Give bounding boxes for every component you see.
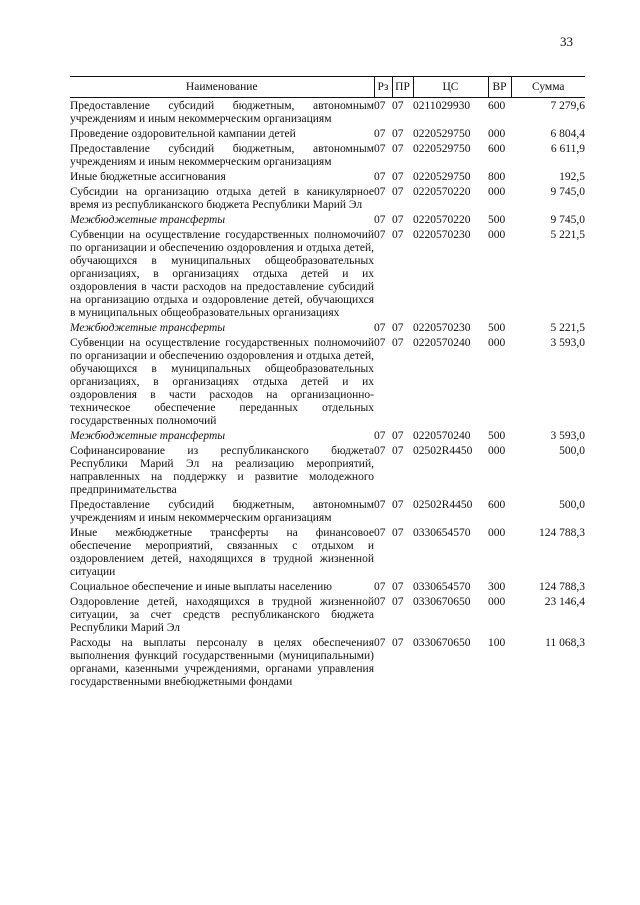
row-cs: 0330670650 (413, 596, 471, 608)
row-cs: 0220529750 (413, 128, 471, 140)
row-rz: 07 (374, 128, 386, 140)
row-name: Межбюджетные трансферты (70, 214, 226, 226)
row-vr: 000 (488, 186, 506, 198)
row-cs: 0330670650 (413, 637, 471, 649)
row-rz: 07 (374, 527, 386, 539)
row-name: Предоставление субсидий бюджетным, автономным учреждениям и иным некоммерческим организациям (70, 100, 374, 125)
row-name: Иные межбюджетные трансферты на финансовое обеспечение мероприятий, связанных с отдыхом и оздоровлением детей, находящихся в трудной жизненной ситуации (70, 527, 374, 578)
row-sum: 3 593,0 (550, 430, 585, 442)
row-rz: 07 (374, 596, 386, 608)
row-sum: 9 745,0 (550, 214, 585, 226)
row-sum: 7 279,6 (550, 100, 585, 112)
row-pr: 07 (392, 128, 404, 140)
row-rz: 07 (374, 214, 386, 226)
row-pr: 07 (392, 322, 404, 334)
row-pr: 07 (392, 581, 404, 593)
row-sum: 5 221,5 (550, 229, 585, 241)
row-vr: 600 (488, 499, 506, 511)
table-row (70, 525, 585, 579)
table-row (70, 594, 585, 635)
table-row (70, 141, 585, 169)
row-vr: 000 (488, 527, 506, 539)
row-cs: 0211029930 (413, 100, 471, 112)
row-cs: 0220570240 (413, 337, 471, 349)
row-name: Расходы на выплаты персоналу в целях обеспечения выполнения функций государственными (муниципальными) органами, казенными учреждениями, органами управления государственными внебюджетными фондами (70, 637, 374, 688)
header-pr: ПР (392, 77, 413, 98)
table-row (70, 98, 585, 127)
row-name: Проведение оздоровительной кампании детей (70, 128, 296, 140)
table-row (70, 443, 585, 497)
row-sum: 6 804,4 (550, 128, 585, 140)
row-vr: 000 (488, 128, 506, 140)
row-name: Оздоровление детей, находящихся в трудной жизненной ситуации, за счет средств республиканского бюджета Республики Марий Эл (70, 596, 374, 634)
row-sum: 124 788,3 (539, 527, 585, 539)
row-pr: 07 (392, 445, 404, 457)
row-sum: 9 745,0 (550, 186, 585, 198)
row-name: Предоставление субсидий бюджетным, автономным учреждениям и иным некоммерческим организациям (70, 499, 374, 524)
row-vr: 300 (488, 581, 506, 593)
budget-table (70, 76, 585, 689)
row-cs: 02502R4450 (413, 499, 473, 511)
row-name: Иные бюджетные ассигнования (70, 171, 226, 183)
row-sum: 3 593,0 (550, 337, 585, 349)
row-vr: 500 (488, 430, 506, 442)
table-body (70, 98, 585, 690)
table-row (70, 184, 585, 212)
row-vr: 600 (488, 143, 506, 155)
row-cs: 0220570240 (413, 430, 471, 442)
row-sum: 11 068,3 (545, 637, 585, 649)
row-name: Предоставление субсидий бюджетным, автономным учреждениям и иным некоммерческим организациям (70, 143, 374, 168)
row-sum: 192,5 (559, 171, 585, 183)
row-rz: 07 (374, 499, 386, 511)
table-row (70, 428, 585, 443)
row-vr: 000 (488, 337, 506, 349)
row-vr: 000 (488, 229, 506, 241)
row-cs: 0220529750 (413, 171, 471, 183)
row-rz: 07 (374, 322, 386, 334)
row-pr: 07 (392, 229, 404, 241)
row-name: Социальное обеспечение и иные выплаты населению (70, 581, 332, 593)
row-vr: 500 (488, 322, 506, 334)
row-vr: 600 (488, 100, 506, 112)
row-vr: 000 (488, 596, 506, 608)
table-row (70, 635, 585, 689)
row-name: Субвенции на осуществление государственных полномочий по организации и обеспечению оздоровления и отдыха детей, обучающихся в муниципальных общеобразовательных организациях, в организациях отдыха детей и их оздоровления в части расходов на организационно-техническое обеспечение переданных отдельных государственных полномочий (70, 337, 374, 427)
row-rz: 07 (374, 100, 386, 112)
table-row (70, 579, 585, 594)
row-vr: 100 (488, 637, 506, 649)
header-name: Наименование (70, 77, 374, 98)
row-sum: 500,0 (559, 445, 585, 457)
row-pr: 07 (392, 499, 404, 511)
row-sum: 500,0 (559, 499, 585, 511)
table-row (70, 320, 585, 335)
row-name: Софинансирование из республиканского бюджета Республики Марий Эл на реализацию мероприятий, направленных на поддержку и развитие молодежного предпринимательства (70, 445, 374, 496)
table-row (70, 227, 585, 320)
row-pr: 07 (392, 337, 404, 349)
row-pr: 07 (392, 430, 404, 442)
table-row (70, 126, 585, 141)
row-sum: 6 611,9 (550, 143, 585, 155)
row-rz: 07 (374, 581, 386, 593)
row-cs: 0330654570 (413, 581, 471, 593)
row-pr: 07 (392, 143, 404, 155)
row-pr: 07 (392, 637, 404, 649)
table-row (70, 212, 585, 227)
row-sum: 124 788,3 (539, 581, 585, 593)
row-vr: 800 (488, 171, 506, 183)
row-name: Субвенции на осуществление государственных полномочий по организации и обеспечению оздоровления и отдыха детей, обучающихся в муниципальных общеобразовательных организациях, в организациях отдыха детей и их оздоровления в части расходов на предоставление субсидий на организацию отдыха и оздоровление детей, обучающихся в муниципальных общеобразовательных организациях (70, 229, 374, 319)
page-number: 33 (560, 34, 573, 49)
row-pr: 07 (392, 186, 404, 198)
header-vr: ВР (488, 77, 511, 98)
row-pr: 07 (392, 214, 404, 226)
row-pr: 07 (392, 100, 404, 112)
row-rz: 07 (374, 143, 386, 155)
header-cs: ЦС (413, 77, 488, 98)
table-row (70, 335, 585, 428)
row-pr: 07 (392, 596, 404, 608)
row-cs: 0220570220 (413, 214, 471, 226)
row-vr: 500 (488, 214, 506, 226)
row-cs: 0220570220 (413, 186, 471, 198)
row-rz: 07 (374, 337, 386, 349)
row-rz: 07 (374, 186, 386, 198)
table-row (70, 169, 585, 184)
row-cs: 0220570230 (413, 322, 471, 334)
row-cs: 0220529750 (413, 143, 471, 155)
table-header (70, 77, 585, 98)
row-name: Межбюджетные трансферты (70, 322, 226, 334)
row-sum: 5 221,5 (550, 322, 585, 334)
row-rz: 07 (374, 637, 386, 649)
table-row (70, 497, 585, 525)
row-cs: 0220570230 (413, 229, 471, 241)
row-name: Межбюджетные трансферты (70, 430, 226, 442)
row-vr: 000 (488, 445, 506, 457)
row-cs: 02502R4450 (413, 445, 473, 457)
header-rz: Рз (374, 77, 392, 98)
row-rz: 07 (374, 229, 386, 241)
row-pr: 07 (392, 171, 404, 183)
header-sum: Сумма (511, 77, 585, 98)
row-rz: 07 (374, 430, 386, 442)
row-sum: 23 146,4 (544, 596, 585, 608)
row-rz: 07 (374, 171, 386, 183)
row-name: Субсидии на организацию отдыха детей в каникулярное время из республиканского бюджета Республики Марий Эл (70, 186, 374, 211)
row-cs: 0330654570 (413, 527, 471, 539)
row-pr: 07 (392, 527, 404, 539)
row-rz: 07 (374, 445, 386, 457)
